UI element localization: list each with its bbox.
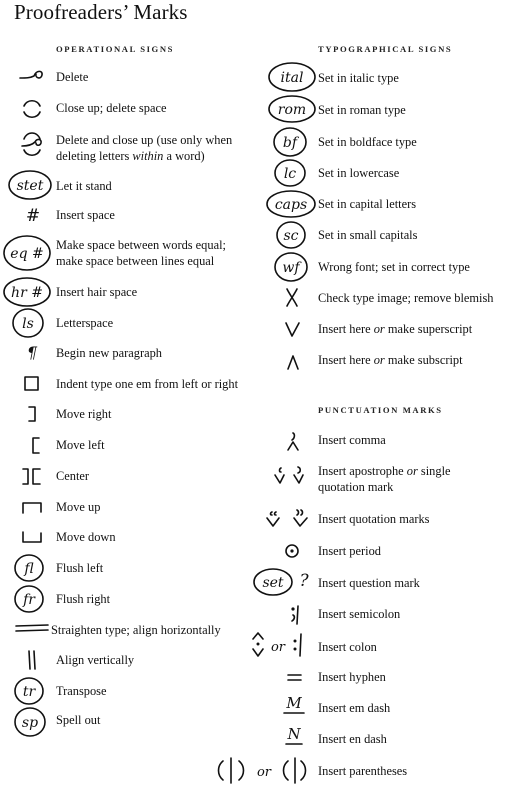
punctuation-label: Insert hyphen — [318, 670, 386, 684]
operational-label: Move left — [56, 438, 105, 452]
wrong-font-circle-icon — [274, 252, 312, 284]
equal-space-circle-icon — [2, 234, 54, 272]
operational-label-line2: deleting letters within a word) — [56, 149, 205, 163]
operational-label: Transpose — [56, 684, 107, 698]
punctuation-label: Insert colon — [318, 640, 377, 654]
punctuation-label: Insert apostrophe or single — [318, 464, 451, 478]
stet-circle-icon — [8, 170, 54, 202]
align-horizontal-lines-icon — [14, 619, 48, 643]
punctuation-label: Insert en dash — [318, 732, 387, 746]
svg-text:sp: sp — [21, 715, 39, 731]
insert-space-mark-icon — [20, 203, 50, 227]
svg-text:ls: ls — [22, 316, 34, 332]
operational-label: Close up; delete space — [56, 101, 167, 115]
operational-label: Letterspace — [56, 316, 114, 330]
page-title: Proofreaders’ Marks — [14, 0, 188, 24]
question-set-icon — [252, 567, 314, 599]
punctuation-label: Insert period — [318, 544, 381, 558]
svg-text:sc: sc — [283, 228, 299, 244]
letterspace-circle-icon — [12, 308, 48, 340]
paragraph-mark-icon — [20, 342, 50, 366]
caps-circle-icon — [266, 190, 316, 220]
typographical-label: Set in lowercase — [318, 166, 400, 180]
operational-label: Move right — [56, 407, 112, 421]
svg-text:bf: bf — [282, 135, 298, 151]
period-circle-icon — [278, 540, 314, 564]
svg-text:or: or — [270, 640, 286, 655]
svg-text:wf: wf — [282, 260, 300, 276]
typographical-label: Set in small capitals — [318, 228, 418, 242]
operational-label: Move down — [56, 530, 116, 544]
colon-mark-icon — [250, 630, 312, 662]
semicolon-mark-icon — [278, 602, 314, 628]
svg-text:¶: ¶ — [26, 343, 38, 362]
flush-left-circle-icon — [14, 553, 48, 585]
svg-text:M: M — [286, 694, 302, 712]
operational-label-line2: make space between lines equal — [56, 254, 215, 268]
typographical-label: Check type image; remove blemish — [318, 291, 494, 305]
punctuation-label: Insert semicolon — [318, 607, 401, 621]
heading-typographical: TYPOGRAPHICAL SIGNS — [318, 44, 453, 54]
quotation-carets-icon — [264, 507, 316, 533]
transpose-circle-icon — [14, 676, 48, 708]
operational-label: Spell out — [56, 713, 101, 727]
typographical-label: Set in boldface type — [318, 135, 417, 149]
italic-circle-icon — [268, 62, 316, 94]
operational-label: Begin new paragraph — [56, 346, 162, 360]
punctuation-label: Insert comma — [318, 433, 386, 447]
align-vertical-lines-icon — [20, 649, 50, 673]
move-down-bracket-icon — [20, 526, 50, 550]
subscript-caret-icon — [278, 349, 314, 373]
svg-text:caps: caps — [274, 197, 308, 213]
hyphen-mark-icon — [278, 666, 314, 690]
svg-text:stet: stet — [16, 178, 44, 194]
punctuation-label-line2: quotation mark — [318, 480, 394, 494]
superscript-caret-icon — [278, 318, 314, 342]
typographical-label: Set in roman type — [318, 103, 406, 117]
apostrophe-caret-icon — [272, 462, 312, 490]
operational-label: Flush right — [56, 592, 111, 606]
punctuation-label: Insert question mark — [318, 576, 420, 590]
lowercase-circle-icon — [274, 159, 310, 189]
punctuation-label: Insert quotation marks — [318, 512, 430, 526]
operational-label: Let it stand — [56, 179, 112, 193]
operational-label: Indent type one em from left or right — [56, 377, 239, 391]
operational-label: Insert space — [56, 208, 115, 222]
svg-text:hr #: hr # — [11, 285, 43, 301]
operational-label: Align vertically — [56, 653, 135, 667]
move-up-bracket-icon — [20, 496, 50, 520]
operational-label: Delete — [56, 70, 89, 84]
operational-label: Move up — [56, 500, 101, 514]
operational-label: Flush left — [56, 561, 104, 575]
typographical-label: Insert here or make superscript — [318, 322, 473, 336]
typographical-label: Set in capital letters — [318, 197, 417, 211]
delete-close-up-mark-icon — [20, 130, 50, 160]
punctuation-label: Insert em dash — [318, 701, 391, 715]
svg-text:eq #: eq # — [10, 246, 44, 262]
boldface-circle-icon — [272, 127, 312, 159]
blemish-x-icon — [278, 286, 314, 310]
svg-text:ital: ital — [280, 70, 304, 86]
flush-right-circle-icon — [14, 584, 48, 616]
roman-circle-icon — [268, 95, 316, 125]
punctuation-label: Insert parentheses — [318, 764, 408, 778]
heading-operational: OPERATIONAL SIGNS — [56, 44, 175, 54]
close-up-mark-icon — [20, 97, 50, 121]
small-caps-circle-icon — [276, 221, 310, 251]
svg-text:fl: fl — [24, 561, 34, 577]
spell-out-circle-icon — [14, 706, 48, 738]
em-dash-mark-icon — [278, 693, 314, 721]
operational-label: Make space between words equal; — [56, 238, 226, 252]
hair-space-circle-icon — [2, 277, 54, 309]
svg-text:set: set — [262, 575, 284, 591]
operational-label: Center — [56, 469, 90, 483]
operational-label: Insert hair space — [56, 285, 138, 299]
comma-caret-icon — [278, 429, 314, 455]
svg-text:?: ? — [299, 571, 309, 591]
operational-label: Delete and close up (use only when — [56, 133, 233, 147]
indent-box-icon — [20, 373, 50, 397]
center-brackets-icon — [20, 465, 50, 489]
parentheses-mark-icon — [212, 755, 312, 785]
svg-text:lc: lc — [283, 166, 297, 182]
move-left-bracket-icon — [20, 434, 50, 458]
svg-text:rom: rom — [277, 102, 307, 118]
svg-text:or: or — [256, 765, 272, 780]
svg-text:#: # — [25, 206, 41, 226]
typographical-label: Set in italic type — [318, 71, 399, 85]
operational-label: Straighten type; align horizontally — [51, 623, 221, 637]
en-dash-mark-icon — [278, 724, 314, 752]
heading-punctuation: PUNCTUATION MARKS — [318, 405, 443, 415]
move-right-bracket-icon — [20, 403, 50, 427]
svg-text:tr: tr — [22, 684, 36, 700]
typographical-label: Wrong font; set in correct type — [318, 260, 470, 274]
svg-text:fr: fr — [23, 592, 35, 608]
delete-mark-icon — [16, 66, 50, 88]
svg-text:N: N — [287, 725, 301, 743]
typographical-label: Insert here or make subscript — [318, 353, 463, 367]
